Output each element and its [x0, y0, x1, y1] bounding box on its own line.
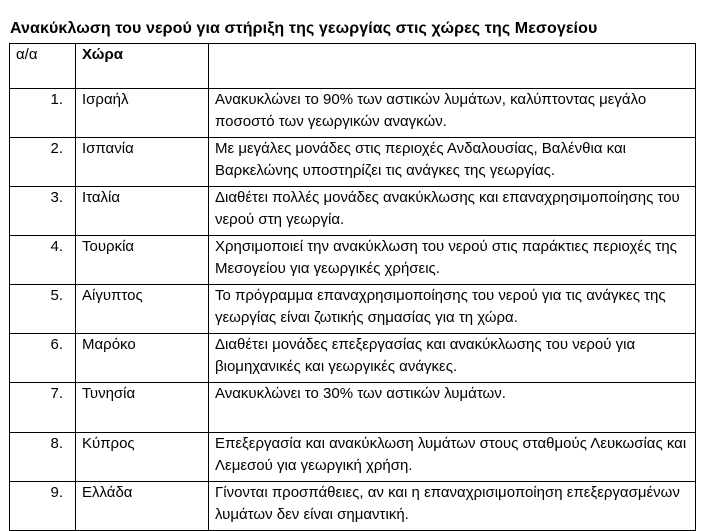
- table-row: [10, 187, 696, 236]
- row-number: 7.: [10, 383, 76, 433]
- row-description: Επεξεργασία και ανακύκλωση λυμάτων στους σταθμούς Λευκωσίας και Λεμεσού για γεωργική χρήση.: [209, 433, 696, 482]
- row-number: 6.: [10, 334, 76, 383]
- header-country: Χώρα: [76, 44, 209, 89]
- row-number: 9.: [10, 482, 76, 531]
- row-country: Ισραήλ: [76, 89, 209, 138]
- row-number: 3.: [10, 187, 76, 236]
- countries-table: [9, 43, 696, 531]
- table-row: [10, 285, 696, 334]
- row-country: Ελλάδα: [76, 482, 209, 531]
- table-row: [10, 89, 696, 138]
- row-country: Τυνησία: [76, 383, 209, 433]
- table-row: [10, 138, 696, 187]
- document-title: Ανακύκλωση του νερού για στήριξη της γεωργίας στις χώρες της Μεσογείου: [10, 20, 598, 37]
- header-description: [209, 44, 696, 89]
- row-country: Ισπανία: [76, 138, 209, 187]
- row-description: Διαθέτει μονάδες επεξεργασίας και ανακύκλωσης του νερού για βιομηχανικές και γεωργικές ανάγκες.: [209, 334, 696, 383]
- row-country: Ιταλία: [76, 187, 209, 236]
- row-country: Αίγυπτος: [76, 285, 209, 334]
- row-description: Με μεγάλες μονάδες στις περιοχές Ανδαλουσίας, Βαλένθια και Βαρκελώνης υποστηρίζει τις ανάγκες της γεωργίας.: [209, 138, 696, 187]
- row-country: Μαρόκο: [76, 334, 209, 383]
- row-description: Το πρόγραμμα επαναχρησιμοποίησης του νερού για τις ανάγκες της γεωργίας είναι ζωτικής σημασίας για τη χώρα.: [209, 285, 696, 334]
- row-country: Τουρκία: [76, 236, 209, 285]
- row-number: 1.: [10, 89, 76, 138]
- table-row: [10, 482, 696, 531]
- row-description: Γίνονται προσπάθειες, αν και η επαναχρισιμοποίηση επεξεργασμένων λυμάτων δεν είναι σημαντική.: [209, 482, 696, 531]
- row-description: Ανακυκλώνει το 30% των αστικών λυμάτων.: [209, 383, 696, 433]
- row-description: Ανακυκλώνει το 90% των αστικών λυμάτων, καλύπτοντας μεγάλο ποσοστό των γεωργικών αναγκών.: [209, 89, 696, 138]
- row-number: 4.: [10, 236, 76, 285]
- row-number: 8.: [10, 433, 76, 482]
- row-number: 2.: [10, 138, 76, 187]
- row-description: Χρησιμοποιεί την ανακύκλωση του νερού στις παράκτιες περιοχές της Μεσογείου για γεωργικές χρήσεις.: [209, 236, 696, 285]
- header-index: α/α: [10, 44, 76, 89]
- table-row: [10, 334, 696, 383]
- row-number: 5.: [10, 285, 76, 334]
- table-header-row: [10, 44, 696, 89]
- table-row: [10, 433, 696, 482]
- table-row: [10, 383, 696, 433]
- row-description: Διαθέτει πολλές μονάδες ανακύκλωσης και επαναχρησιμοποίησης του νερού στη γεωργία.: [209, 187, 696, 236]
- row-country: Κύπρος: [76, 433, 209, 482]
- table-row: [10, 236, 696, 285]
